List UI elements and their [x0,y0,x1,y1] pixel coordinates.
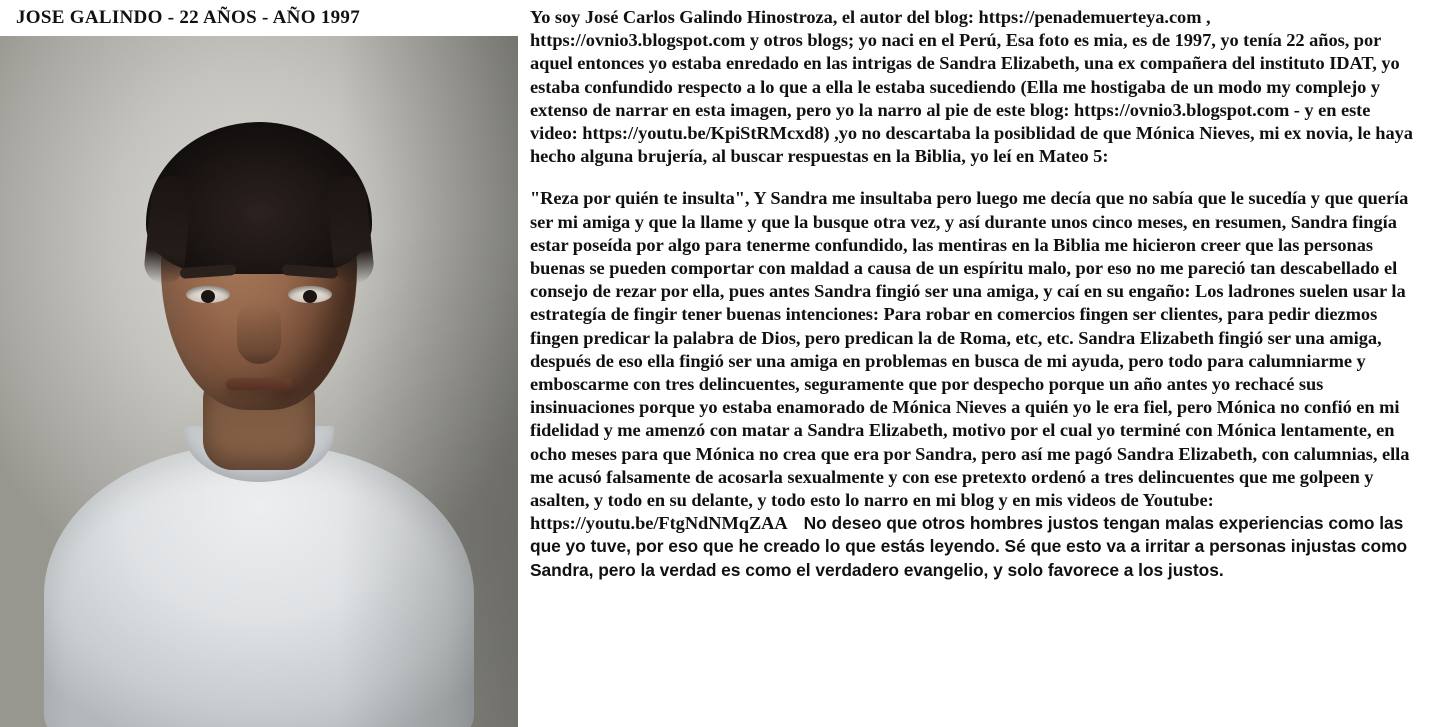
subject-pupil-right [303,290,317,303]
subject-hair [146,122,372,274]
article-panel [518,0,1430,727]
subject-eye-right [288,286,332,303]
photo-subject [0,30,518,727]
subject-mouth [226,378,292,390]
subject-nose [237,302,281,364]
photo-caption-bar [0,0,518,36]
article-paragraph-1: Yo soy José Carlos Galindo Hinostroza, el autor del blog: https://penademuerteya.com , https://ovnio3.blogspot.com y otros blogs; yo naci en el Perú, Esa foto es mia, es de 1997, yo tenía 22 años, por aquel entonces yo estaba enredado en las intrigas de Sandra Elizabeth, una ex compañera del instituto IDAT, yo estaba confundido respecto a lo que a ella le estaba sucediendo (Ella me hostigaba de un modo my complejo y extenso de narrar en esta imagen, pero yo la narro al pie de este blog: https://ovnio3.blogspot.com - y en este video: https://youtu.be/KpiStRMcxd8) ,yo no descartaba la posiblidad de que Mónica Nieves, mi ex novia, le haya hecho alguna brujería, al buscar respuestas en la Biblia, yo leí en Mateo 5: [530,7,1413,167]
subject-pupil-left [201,290,215,303]
portrait-photo [0,30,518,727]
photo-caption-text: JOSE GALINDO - 22 AÑOS - AÑO 1997 [16,7,361,28]
article-paragraph-2 [530,187,1420,581]
article-paragraph-3: No deseo que otros hombres justos tengan malas experiencias como las que yo tuve, por eso que he creado lo que estás leyendo. Sé que esto va a irritar a personas injustas como Sandra, pero la verdad es como el verdadero evangelio, y solo favorece a los justos. [530,513,1408,580]
subject-eye-left [186,286,230,303]
photo-panel [0,0,518,727]
subject-shirt [44,445,474,727]
article-paragraph-2-text: "Reza por quién te insulta", Y Sandra me insultaba pero luego me decía que no sabía que le sucedía y que quería ser mi amiga y que la llame y que la busque otra vez, y así durante unos cinco meses, en resumen, Sandra fingía estar poseída por algo para tenerme confundido, las mentiras en la Biblia me hicieron creer que las personas buenas se pueden comportar con maldad a causa de un espíritu malo, por eso no me pareció tan descabellado el consejo de rezar por ella, pues antes Sandra fingió ser una amiga, y caí en su engaño: Los ladrones suelen usar la estrategía de fingir tener buenas intenciones: Para robar en comercios fingen ser clientes, para pedir diezmos fingen predicar la palabra de Dios, pero predican la de Roma, etc, etc. Sandra Elizabeth fingió ser una amiga, después de eso ella fingió ser una amiga en problemas en busca de mi ayuda, pero todo para calumniarme y emboscarme con tres delincuentes, seguramente que por despecho porque un año antes yo rechacé sus insinuaciones porque yo estaba enamorado de Mónica Nieves a quién yo le era fiel, pero Mónica no confió en mi fidelidad y me amenzó con matar a Sandra Elizabeth, motivo por el cual yo terminé con Mónica lentamente, en ocho meses para que Mónica no crea que era por Sandra, pero así me pagó Sandra Elizabeth, con calumnias, ella me acusó falsamente de acosarla sexualmente y con ese pretexto ordenó a tres delincuentes que me golpeen y asalten, y todo en su delante, y todo esto lo narro en mi blog y en mis videos de Youtube: https://youtu.be/FtgNdNMqZAA [530,188,1410,534]
